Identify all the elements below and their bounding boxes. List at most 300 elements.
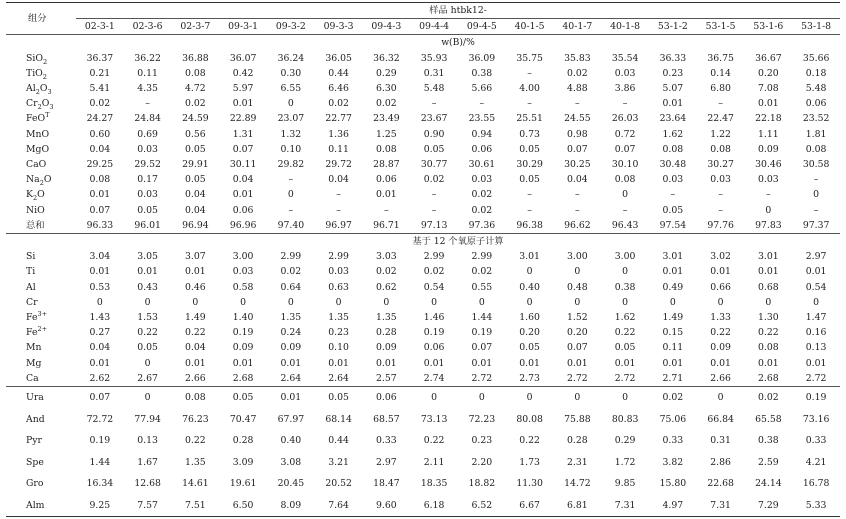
table-cell: 0.20 xyxy=(519,327,540,339)
table-cell: – xyxy=(718,98,723,110)
table-cell: 7.08 xyxy=(758,83,779,95)
table-cell: 0.20 xyxy=(758,67,779,79)
table-cell: 2.57 xyxy=(376,372,397,384)
table-cell: 1.35 xyxy=(328,312,349,324)
table-cell: 5.07 xyxy=(662,83,684,95)
table-cell: 0.09 xyxy=(232,342,254,354)
table-cell: 0.58 xyxy=(232,281,254,293)
table-cell: 0.10 xyxy=(328,342,349,354)
table-row xyxy=(6,249,840,264)
table-cell: – xyxy=(575,98,580,110)
table-cell: 65.58 xyxy=(755,413,782,425)
table-cell: 0.19 xyxy=(471,327,493,339)
table-cell: 0.09 xyxy=(710,342,731,354)
table-cell: 66.84 xyxy=(707,413,734,425)
table-cell: 0.05 xyxy=(185,174,206,186)
endmember-row xyxy=(6,387,840,409)
table-cell: 3.01 xyxy=(519,251,540,263)
sample-id: 09-4-3 xyxy=(363,19,411,35)
subscript: 2 xyxy=(32,194,38,203)
superscript: 3+ xyxy=(37,309,48,318)
table-row xyxy=(6,356,840,371)
table-cell: 1.33 xyxy=(710,312,731,324)
table-row xyxy=(6,218,840,234)
table-cell: 26.03 xyxy=(611,113,639,125)
table-cell: 0.01 xyxy=(89,189,111,201)
table-cell: 5.48 xyxy=(805,83,827,95)
table-cell: 1.11 xyxy=(758,128,779,140)
table-cell: 97.37 xyxy=(802,219,830,231)
table-cell: 0.02 xyxy=(280,266,302,278)
subscript: 2 xyxy=(37,103,42,112)
table-cell: 0.04 xyxy=(89,143,111,155)
table-cell: 0 xyxy=(124,387,172,409)
table-cell: – xyxy=(431,204,437,216)
table-cell: 0.04 xyxy=(89,342,111,354)
table-cell: 3.21 xyxy=(328,456,349,468)
table-cell: 0 xyxy=(526,296,533,308)
table-cell: 5.33 xyxy=(792,495,840,517)
table-cell: 0.38 xyxy=(758,435,779,447)
table-cell: 0.01 xyxy=(614,357,636,369)
table-cell: 0.31 xyxy=(423,67,445,79)
table-cell: 1.35 xyxy=(376,312,397,324)
table-row xyxy=(6,66,840,81)
table-cell: 30.25 xyxy=(564,159,591,171)
table-cell: 0.02 xyxy=(89,98,111,110)
table-cell: 2.99 xyxy=(471,251,493,263)
table-cell: 0.16 xyxy=(805,327,827,339)
table-cell: 16.34 xyxy=(86,478,114,490)
table-cell: 0.21 xyxy=(89,67,111,79)
table-cell: 35.93 xyxy=(420,52,448,64)
table-cell: 35.75 xyxy=(516,52,543,64)
table-cell: 15.80 xyxy=(659,478,687,490)
table-cell: 0.09 xyxy=(280,342,302,354)
table-cell: 0.01 xyxy=(267,387,315,409)
table-cell: – xyxy=(145,98,150,110)
section-row xyxy=(6,35,840,51)
sample-id: 02-3-1 xyxy=(76,19,124,35)
table-cell: 2.66 xyxy=(185,372,206,384)
table-cell: 96.33 xyxy=(86,219,114,231)
table-cell: 0.02 xyxy=(567,67,588,79)
table-cell: 0 xyxy=(335,296,342,308)
table-cell: 97.83 xyxy=(755,219,782,231)
table-cell: 3.00 xyxy=(614,251,636,263)
section-wt-label: w(B)/% xyxy=(441,37,475,49)
table-cell: 0.53 xyxy=(89,281,111,293)
table-cell: 0.01 xyxy=(567,357,588,369)
table-row xyxy=(6,340,840,355)
table-cell: 0.03 xyxy=(232,266,254,278)
table-cell: 30.61 xyxy=(468,159,496,171)
table-cell: 2.31 xyxy=(567,456,588,468)
row-label: $Na_2O$ xyxy=(26,174,52,188)
table-cell: 30.29 xyxy=(516,159,543,171)
table-cell: 0.13 xyxy=(805,342,827,354)
table-cell: 14.72 xyxy=(564,478,591,490)
row-label: Alm xyxy=(6,495,76,517)
table-cell: – xyxy=(718,189,723,201)
table-cell: 0.01 xyxy=(710,357,731,369)
table-cell: 4.72 xyxy=(185,83,206,95)
table-cell: 3.01 xyxy=(758,251,779,263)
table-cell: 96.01 xyxy=(134,219,161,231)
table-cell: 0.08 xyxy=(614,174,636,186)
superscript: T xyxy=(45,111,50,120)
table-cell: 96.43 xyxy=(611,219,639,231)
table-cell: 3.00 xyxy=(232,251,254,263)
table-cell: 0.05 xyxy=(315,387,363,409)
table-cell: 9.85 xyxy=(614,478,636,490)
table-cell: 2.72 xyxy=(471,372,493,384)
table-cell: 6.55 xyxy=(280,83,302,95)
table-cell: 0.48 xyxy=(567,281,588,293)
table-cell: 0 xyxy=(574,296,581,308)
table-row xyxy=(6,51,840,66)
table-cell: 0.04 xyxy=(185,342,206,354)
table-cell: 1.30 xyxy=(758,312,779,324)
table-cell: 0.05 xyxy=(137,342,158,354)
table-cell: 0 xyxy=(813,296,820,308)
row-label: CaO xyxy=(26,159,47,171)
endmember-row xyxy=(6,473,840,495)
table-cell: 0.08 xyxy=(662,143,684,155)
table-cell: 0.94 xyxy=(471,128,493,140)
table-cell: 3.05 xyxy=(137,251,158,263)
row-label: Mg xyxy=(26,357,42,369)
table-cell: 0.62 xyxy=(376,281,397,293)
table-cell: 1.40 xyxy=(232,312,254,324)
table-cell: 0.01 xyxy=(662,357,684,369)
table-cell: 0.17 xyxy=(137,174,158,186)
table-cell: 8.09 xyxy=(267,495,315,517)
sample-id: 02-3-6 xyxy=(124,19,172,35)
table-cell: 0.04 xyxy=(232,174,254,186)
subscript: 2 xyxy=(42,72,47,81)
table-cell: 0.07 xyxy=(614,143,636,155)
table-cell: – xyxy=(622,98,628,110)
table-cell: 68.57 xyxy=(373,413,400,425)
table-cell: 0.01 xyxy=(185,266,206,278)
table-cell: 0 xyxy=(813,189,820,201)
table-cell: 0.22 xyxy=(185,435,206,447)
sample-id: 53-1-6 xyxy=(745,19,793,35)
table-cell: 0.56 xyxy=(185,128,206,140)
table-cell: 30.11 xyxy=(229,159,257,171)
table-cell: 72.23 xyxy=(468,413,496,425)
sample-id: 53-1-5 xyxy=(697,19,745,35)
table-cell: 0.02 xyxy=(649,387,697,409)
table-cell: – xyxy=(527,204,532,216)
table-cell: 1.49 xyxy=(185,312,206,324)
table-row xyxy=(6,264,840,279)
table-cell: 36.33 xyxy=(659,52,687,64)
table-cell: 0.02 xyxy=(745,387,793,409)
table-cell: 9.25 xyxy=(76,495,124,517)
table-cell: 0.43 xyxy=(137,281,158,293)
table-cell: 0 xyxy=(622,296,629,308)
section-row xyxy=(6,234,840,250)
table-cell: 23.52 xyxy=(802,113,830,125)
table-cell: 36.32 xyxy=(373,52,400,64)
table-cell: 0.06 xyxy=(471,143,493,155)
table-cell: 22.68 xyxy=(707,478,734,490)
table-row xyxy=(6,157,840,172)
table-cell: 0.19 xyxy=(89,435,111,447)
table-cell: 24.84 xyxy=(134,113,161,125)
table-cell: 1.43 xyxy=(89,312,111,324)
subscript: 2 xyxy=(42,57,48,66)
table-cell: – xyxy=(336,204,341,216)
table-cell: 80.83 xyxy=(611,413,639,425)
table-cell: 0.06 xyxy=(805,98,827,110)
row-label: Spe xyxy=(26,456,44,468)
table-cell: 36.88 xyxy=(182,52,209,64)
table-cell: 16.78 xyxy=(802,478,830,490)
table-cell: 0.22 xyxy=(423,435,445,447)
table-cell: 0.02 xyxy=(423,266,445,278)
table-row xyxy=(6,142,840,157)
table-cell: 0.44 xyxy=(328,67,349,79)
table-cell: 0.03 xyxy=(471,174,493,186)
table-cell: 0.31 xyxy=(710,435,731,447)
table-cell: 0.08 xyxy=(710,143,731,155)
table-cell: 2.99 xyxy=(280,251,302,263)
table-cell: 0.14 xyxy=(710,67,731,79)
table-cell: 1.47 xyxy=(805,312,827,324)
table-cell: 36.24 xyxy=(277,52,305,64)
sample-id: 09-4-4 xyxy=(410,19,458,35)
table-cell: 0.72 xyxy=(614,128,636,140)
table-cell: 0.06 xyxy=(423,342,445,354)
table-cell: 24.27 xyxy=(86,113,114,125)
table-cell: 0.08 xyxy=(376,143,397,155)
table-cell: 0.01 xyxy=(328,357,349,369)
table-cell: 97.40 xyxy=(277,219,305,231)
table-cell: 0.01 xyxy=(805,357,827,369)
table-cell: 22.77 xyxy=(325,113,352,125)
table-cell: 36.09 xyxy=(468,52,496,64)
table-cell: 6.46 xyxy=(328,83,349,95)
subscript: 2 xyxy=(35,87,40,96)
table-cell: 0.23 xyxy=(328,327,349,339)
table-cell: 0.28 xyxy=(567,435,588,447)
sample-id: 09-3-2 xyxy=(267,19,315,35)
table-cell: 1.73 xyxy=(519,456,540,468)
table-cell: 1.22 xyxy=(710,128,731,140)
table-cell: 0.22 xyxy=(185,327,206,339)
table-cell: 0.01 xyxy=(805,266,827,278)
table-cell: 0.08 xyxy=(185,67,206,79)
table-cell: 0.01 xyxy=(89,266,111,278)
row-label: Gro xyxy=(26,478,44,490)
endmember-row xyxy=(6,495,840,517)
table-cell: 2.68 xyxy=(232,372,254,384)
table-cell: – xyxy=(670,189,676,201)
table-cell: 73.16 xyxy=(802,413,830,425)
table-cell: – xyxy=(813,174,819,186)
table-cell: 5.66 xyxy=(471,83,493,95)
table-cell: 0.28 xyxy=(376,327,397,339)
table-cell: 0 xyxy=(622,189,629,201)
table-cell: 1.81 xyxy=(805,128,827,140)
table-cell: 2.72 xyxy=(567,372,588,384)
row-label: $Cr_2O_3$ xyxy=(26,98,54,112)
table-row xyxy=(6,371,840,387)
table-cell: 2.97 xyxy=(805,251,827,263)
table-cell: 0.04 xyxy=(185,204,206,216)
table-cell: 18.47 xyxy=(373,478,400,490)
table-cell: 2.72 xyxy=(614,372,636,384)
table-cell: 5.41 xyxy=(89,83,111,95)
table-row xyxy=(6,172,840,187)
table-cell: 2.71 xyxy=(662,372,684,384)
row-label: MgO xyxy=(26,143,50,155)
table-cell: 0.11 xyxy=(662,342,684,354)
table-cell: 0 xyxy=(526,266,533,278)
table-cell: 0.07 xyxy=(89,204,111,216)
table-cell: 0.02 xyxy=(376,266,397,278)
table-cell: 1.60 xyxy=(519,312,540,324)
table-cell: 0.03 xyxy=(758,174,779,186)
table-cell: 0 xyxy=(765,204,772,216)
table-cell: 1.35 xyxy=(185,456,206,468)
table-cell: 0.07 xyxy=(567,143,588,155)
table-row xyxy=(6,111,840,126)
table-cell: 0 xyxy=(669,296,676,308)
endmember-row xyxy=(6,409,840,431)
table-cell: 0.33 xyxy=(662,435,684,447)
row-label: $K_2O$ xyxy=(26,189,45,203)
table-cell: 0.08 xyxy=(89,174,111,186)
table-cell: 29.25 xyxy=(86,159,114,171)
table-cell: 0.01 xyxy=(232,189,254,201)
table-cell: 0.29 xyxy=(376,67,397,79)
table-cell: 0 xyxy=(287,296,294,308)
table-cell: 0.08 xyxy=(805,143,827,155)
table-cell: 0.29 xyxy=(614,435,636,447)
table-cell: 0.03 xyxy=(710,174,731,186)
table-cell: 0.05 xyxy=(662,204,684,216)
table-cell: 0.04 xyxy=(567,174,588,186)
table-cell: 12.68 xyxy=(134,478,161,490)
endmember-row xyxy=(6,452,840,474)
table-cell: 6.18 xyxy=(410,495,458,517)
table-cell: 0.05 xyxy=(219,387,267,409)
table-cell: 4.35 xyxy=(137,83,158,95)
table-cell: 0.01 xyxy=(376,357,397,369)
table-row xyxy=(6,325,840,340)
sample-header: 样品 htbk12- xyxy=(76,3,840,19)
table-cell: 0.06 xyxy=(376,174,397,186)
table-cell: 4.00 xyxy=(519,83,540,95)
sample-id: 40-1-7 xyxy=(554,19,602,35)
table-cell: 4.97 xyxy=(649,495,697,517)
table-cell: 29.91 xyxy=(182,159,209,171)
table-cell: 0.46 xyxy=(185,281,206,293)
table-cell: – xyxy=(575,204,580,216)
table-cell: 2.99 xyxy=(328,251,349,263)
row-label: SiO$_2$ xyxy=(26,52,48,66)
sample-id: 09-3-3 xyxy=(315,19,363,35)
table-cell: 0.23 xyxy=(662,67,684,79)
table-cell: 0 xyxy=(240,296,247,308)
table-cell: 0.11 xyxy=(137,67,158,79)
table-cell: 0.01 xyxy=(185,357,206,369)
table-cell: 0 xyxy=(458,387,506,409)
sample-id: 40-1-8 xyxy=(601,19,649,35)
sample-id: 09-3-1 xyxy=(219,19,267,35)
table-cell: 14.61 xyxy=(182,478,209,490)
table-cell: 0.02 xyxy=(423,174,445,186)
table-cell: 6.67 xyxy=(506,495,554,517)
table-cell: 3.82 xyxy=(662,456,684,468)
table-cell: 0.01 xyxy=(758,98,779,110)
subscript: 3 xyxy=(47,87,52,96)
table-cell: 3.09 xyxy=(232,456,254,468)
row-label: Ura xyxy=(6,387,76,409)
table-cell: 96.38 xyxy=(516,219,543,231)
table-cell: 0.01 xyxy=(89,357,111,369)
table-cell: 0.02 xyxy=(376,98,397,110)
table-cell: 0.01 xyxy=(471,357,493,369)
table-cell: 0.01 xyxy=(758,357,779,369)
table-cell: 36.05 xyxy=(325,52,352,64)
table-cell: 0.30 xyxy=(280,67,302,79)
table-cell: 2.11 xyxy=(423,456,445,468)
table-cell: 2.99 xyxy=(423,251,445,263)
table-cell: 0.54 xyxy=(423,281,445,293)
table-cell: 2.86 xyxy=(710,456,731,468)
table-cell: 7.29 xyxy=(745,495,793,517)
table-cell: 22.89 xyxy=(229,113,257,125)
table-cell: 0.20 xyxy=(567,327,588,339)
table-cell: 0.18 xyxy=(805,67,827,79)
table-cell: 30.58 xyxy=(802,159,830,171)
table-cell: 3.03 xyxy=(376,251,397,263)
table-cell: 0.28 xyxy=(232,435,254,447)
table-cell: 0.01 xyxy=(232,98,254,110)
table-cell: 1.32 xyxy=(280,128,302,140)
table-cell: – xyxy=(431,98,437,110)
row-label: Cr xyxy=(26,296,38,308)
table-cell: 23.64 xyxy=(659,113,687,125)
table-cell: 0.02 xyxy=(471,266,493,278)
table-cell: 2.72 xyxy=(805,372,827,384)
table-cell: 0.03 xyxy=(614,67,636,79)
table-cell: 7.64 xyxy=(315,495,363,517)
table-cell: 35.83 xyxy=(564,52,591,64)
table-body xyxy=(6,3,840,517)
table-cell: 0.07 xyxy=(76,387,124,409)
row-label: 总和 xyxy=(26,219,45,231)
row-label: FeO$^T$ xyxy=(26,111,50,125)
table-cell: 0.08 xyxy=(758,342,779,354)
table-cell: 0 xyxy=(431,296,438,308)
table-cell: 0.33 xyxy=(805,435,827,447)
table-cell: 0.03 xyxy=(137,189,158,201)
table-cell: 0.01 xyxy=(710,266,731,278)
table-cell: 1.62 xyxy=(662,128,684,140)
table-cell: 0.05 xyxy=(137,204,158,216)
table-cell: 70.47 xyxy=(229,413,257,425)
table-cell: – xyxy=(431,189,437,201)
table-cell: 36.07 xyxy=(229,52,257,64)
table-cell: 0.01 xyxy=(280,357,302,369)
table-cell: 30.46 xyxy=(755,159,782,171)
